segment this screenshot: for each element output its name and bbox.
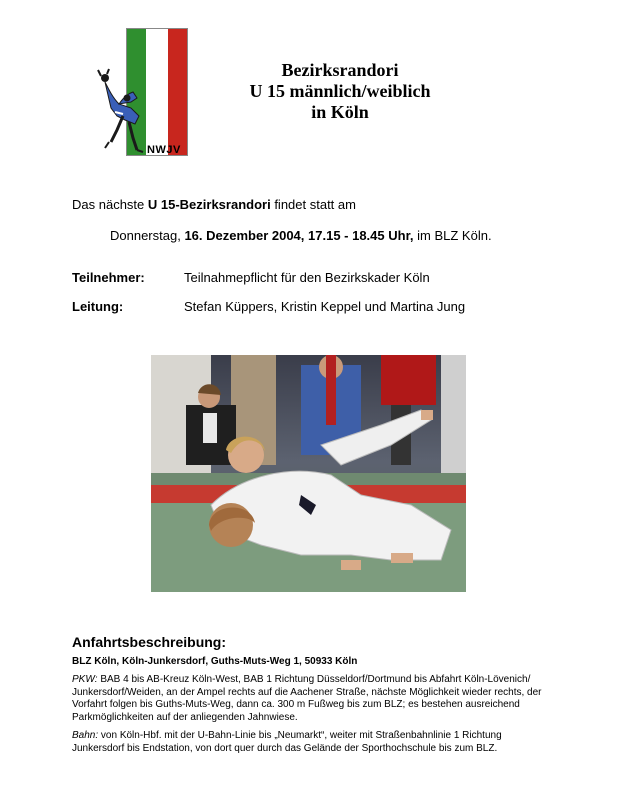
nwjv-logo — [95, 28, 195, 160]
car-label: PKW: — [72, 674, 98, 685]
judoka-icon — [95, 68, 155, 158]
logo-text: NWJV — [147, 144, 181, 156]
directions-heading: Anfahrtsbeschreibung: — [72, 634, 227, 650]
date-time: 16. Dezember 2004, 17.15 - 18.45 Uhr, — [184, 228, 414, 243]
car-directions-line-2: Junkersdorf/Weiden, an der Ampel rechts auf die Aachener Straße, nächste Möglichkeit wieder rechts, der — [72, 686, 542, 698]
train-directions-line-1 — [72, 730, 502, 743]
venue-address: BLZ Köln, Köln-Junkersdorf, Guths-Muts-Weg 1, 50933 Köln — [72, 656, 358, 667]
car-directions-line-3: Vorfahrt folgen bis Guths-Muts-Weg, dann ca. 300 m Fußweg bis zum BLZ; es bestehen ausreichend — [72, 699, 520, 710]
intro-prefix: Das nächste — [72, 197, 148, 212]
participants-label: Teilnehmer: — [72, 270, 145, 285]
title-line-3: in Köln — [311, 102, 369, 122]
intro-sentence — [72, 197, 356, 213]
date-prefix: Donnerstag, — [110, 228, 185, 243]
intro-suffix: findet statt am — [270, 197, 356, 212]
title-line-1: Bezirksrandori — [281, 60, 399, 80]
date-location: im BLZ Köln. — [413, 228, 492, 243]
car-text-1: BAB 4 bis AB-Kreuz Köln-West, BAB 1 Richtung Düsseldorf/Dortmund bis Abfahrt Köln-Lövenich/ — [97, 674, 531, 685]
judo-photo — [151, 355, 466, 592]
judo-match-image — [151, 355, 466, 592]
car-directions-line-1 — [72, 674, 542, 687]
car-directions-line-4: Parkmöglichkeiten auf der anliegenden Jahnwiese. — [72, 711, 298, 723]
lead-label: Leitung: — [72, 299, 124, 314]
lead-value: Stefan Küppers, Kristin Keppel und Martina Jung — [184, 299, 466, 314]
title-line-2: U 15 männlich/weiblich — [249, 81, 431, 101]
train-label: Bahn: — [72, 730, 99, 741]
train-text-1: von Köln-Hbf. mit der U-Bahn-Linie bis „Neumarkt“, weiter mit Straßenbahnlinie 1 Richtung — [98, 730, 502, 741]
train-directions — [72, 730, 502, 755]
train-directions-line-2: Junkersdorf bis Endstation, von dort quer durch das Gelände der Sporthochschule bis zum BLZ. — [72, 742, 498, 754]
event-date-line — [110, 228, 492, 244]
intro-event-name: U 15-Bezirksrandori — [147, 197, 271, 212]
document-title — [210, 60, 470, 123]
car-directions — [72, 674, 542, 724]
participants-value: Teilnahmepflicht für den Bezirkskader Köln — [184, 270, 430, 285]
